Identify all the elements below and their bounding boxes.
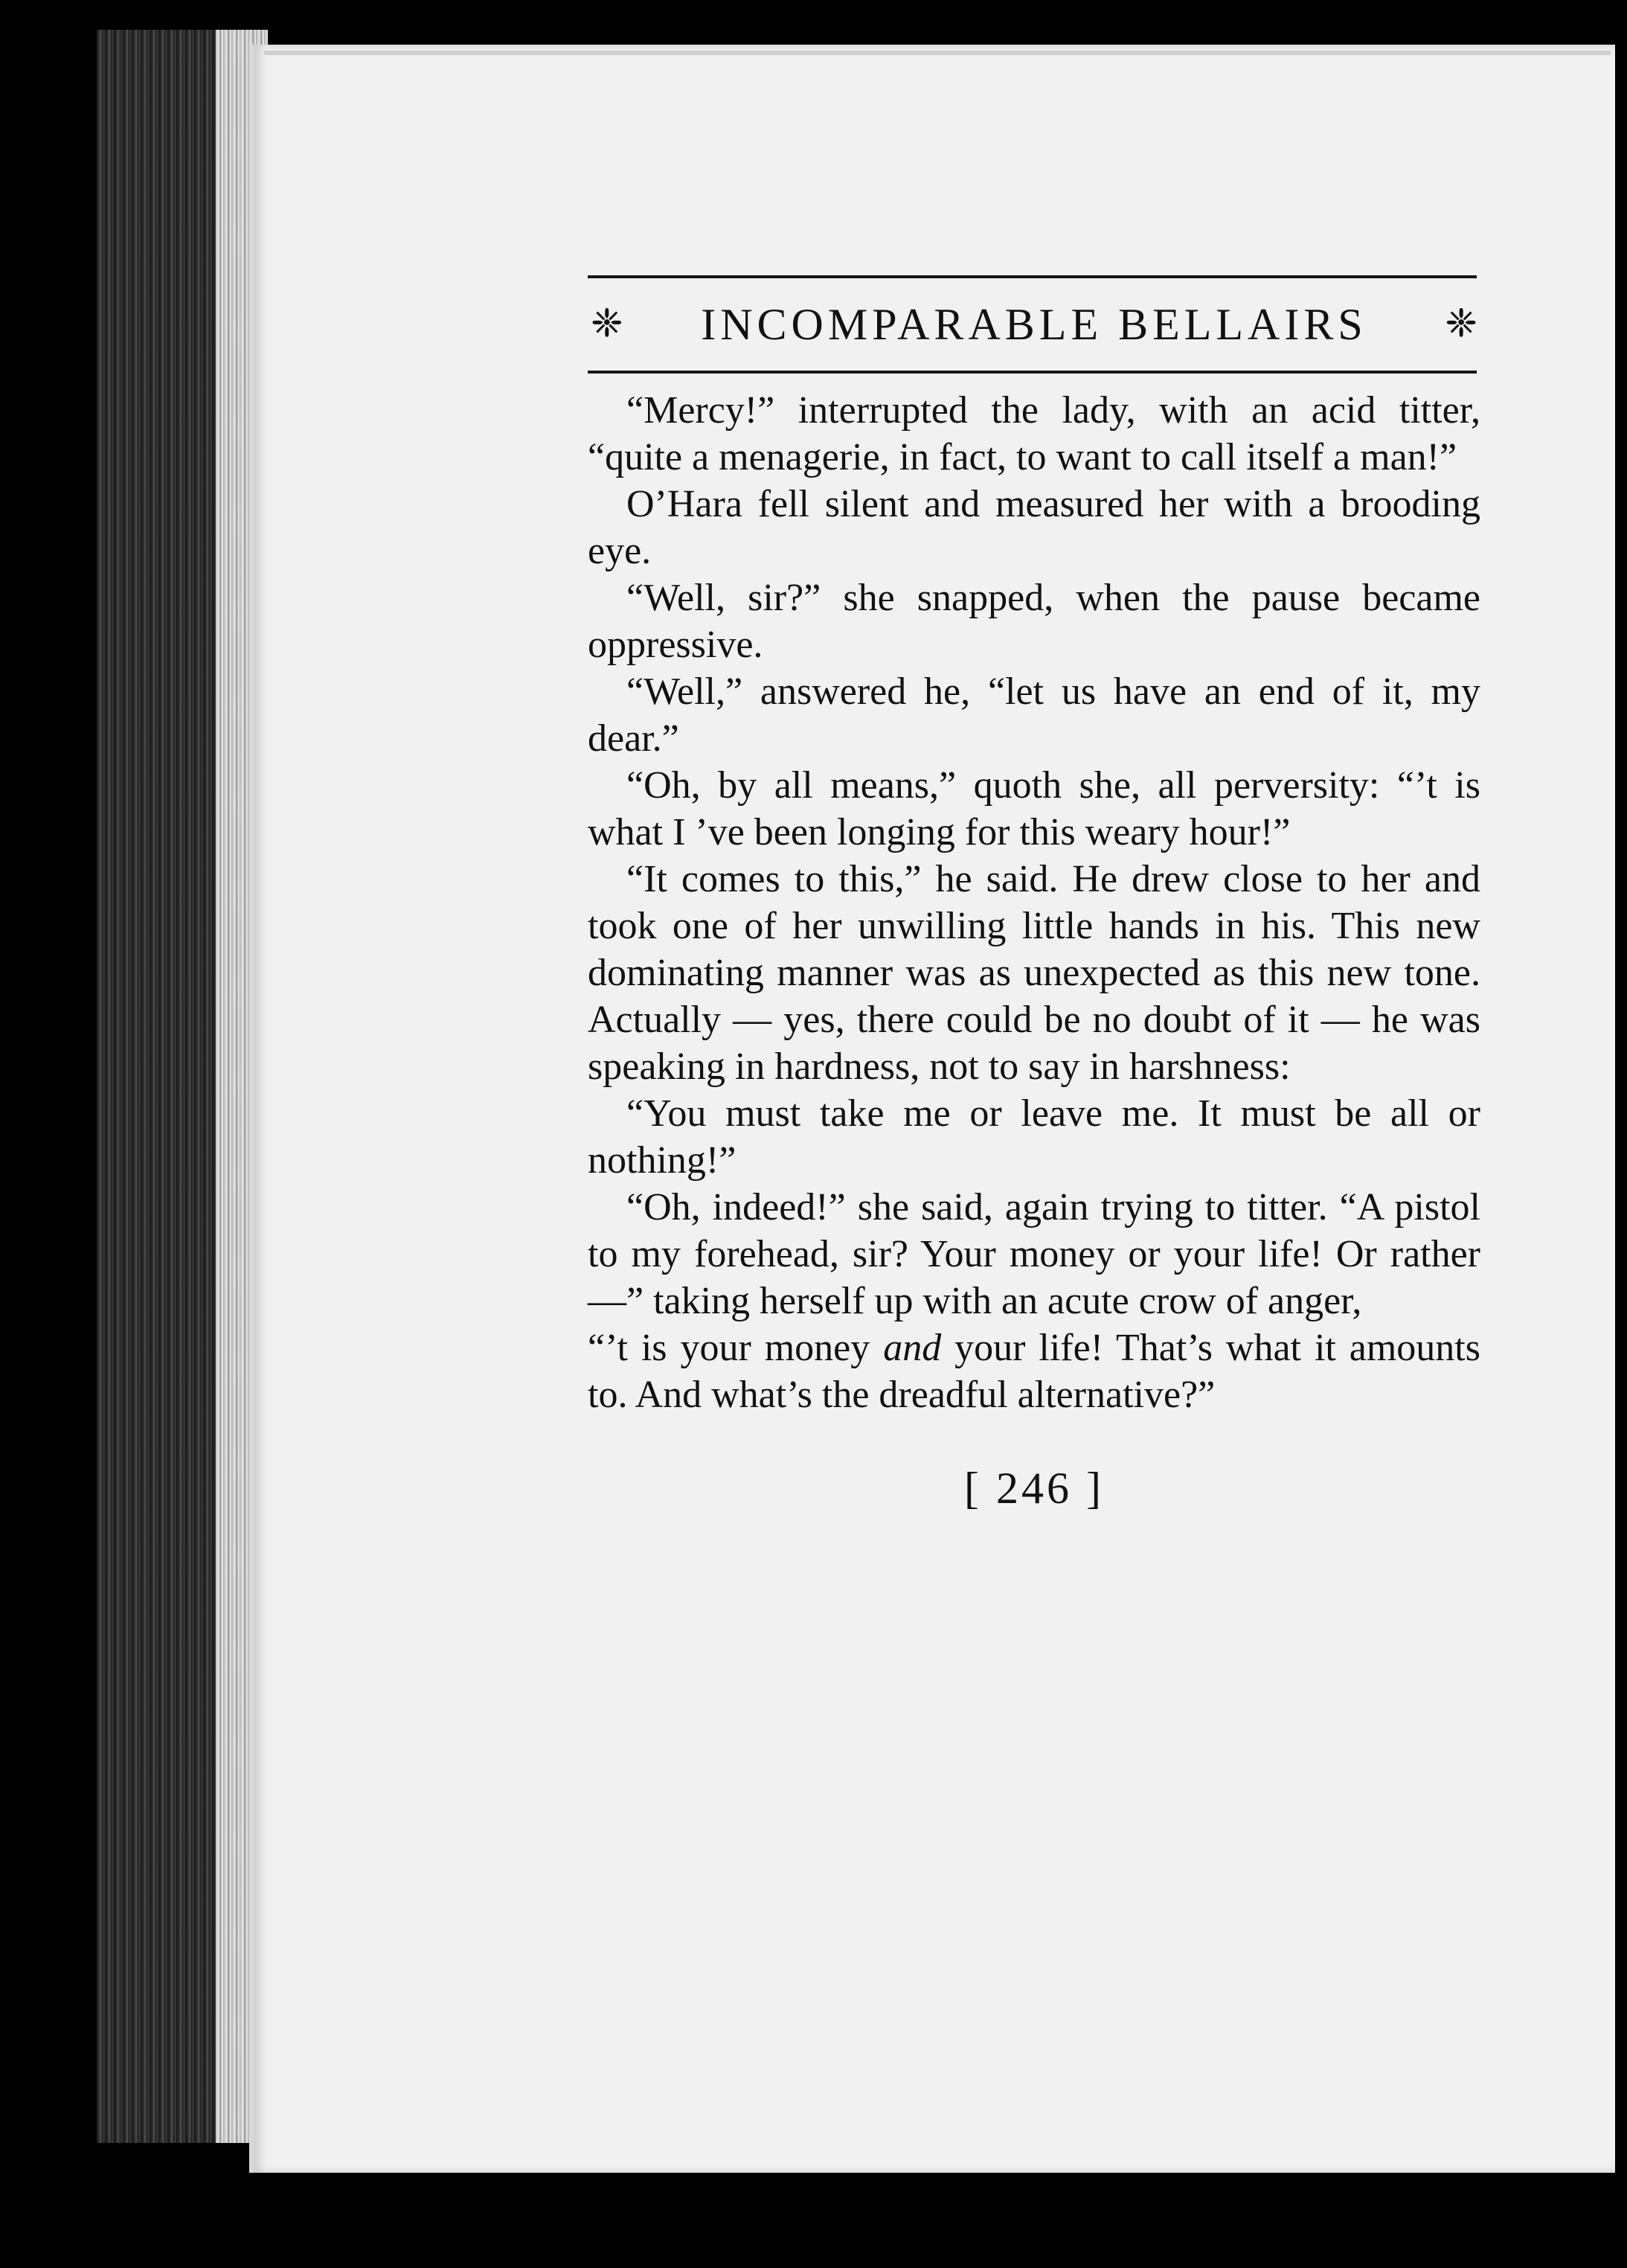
- paragraph: “Oh, by all means,” quoth she, all perversity: “’t is what I ’ve been longing for this weary hour!”: [588, 764, 1480, 853]
- page-top-edge: [264, 51, 1611, 55]
- running-head-title: INCOMPARABLE BELLAIRS: [701, 300, 1367, 349]
- paragraph: “Oh, indeed!” she said, again trying to titter. “A pistol to my forehead, sir? Your money or your life! Or rather —” taking herself up with an acute crow of anger,: [588, 1186, 1480, 1322]
- paragraph: “Mercy!” interrupted the lady, with an acid titter, “quite a menagerie, in fact, to want to call itself a man!”: [588, 389, 1480, 478]
- header-bottom-rule: [588, 371, 1477, 374]
- running-head: [588, 278, 1480, 371]
- paragraph: O’Hara fell silent and measured her with a brooding eye.: [588, 483, 1480, 572]
- page-number: [ 246 ]: [964, 1464, 1104, 1513]
- italic-text-run: and: [883, 1327, 942, 1369]
- paragraph: “Well, sir?” she snapped, when the pause became oppressive.: [588, 577, 1480, 666]
- body-text: [588, 387, 1480, 1418]
- ornament-right-icon: ❈: [1445, 303, 1477, 345]
- text-run: “’t is your money: [588, 1327, 884, 1369]
- ornament-left-icon: ❈: [591, 303, 623, 345]
- book-page-edges: [97, 30, 268, 2143]
- paragraph-continuation: [588, 1324, 1480, 1418]
- text-run: your life! That’s what it amounts to. And what’s the dreadful alternative?”: [588, 1327, 1480, 1416]
- paragraph: “It comes to this,” he said. He drew close to her and took one of her unwilling little hands in his. This new dominating manner was as unexpected as this new tone. Actually — yes, there could be no doubt of it — he was speaking in hardness, not to say in harshness:: [588, 858, 1480, 1088]
- paragraph: “Well,” answered he, “let us have an end of it, my dear.”: [588, 670, 1480, 760]
- paragraph: “You must take me or leave me. It must be all or nothing!”: [588, 1092, 1480, 1182]
- text-block: [588, 275, 1480, 1514]
